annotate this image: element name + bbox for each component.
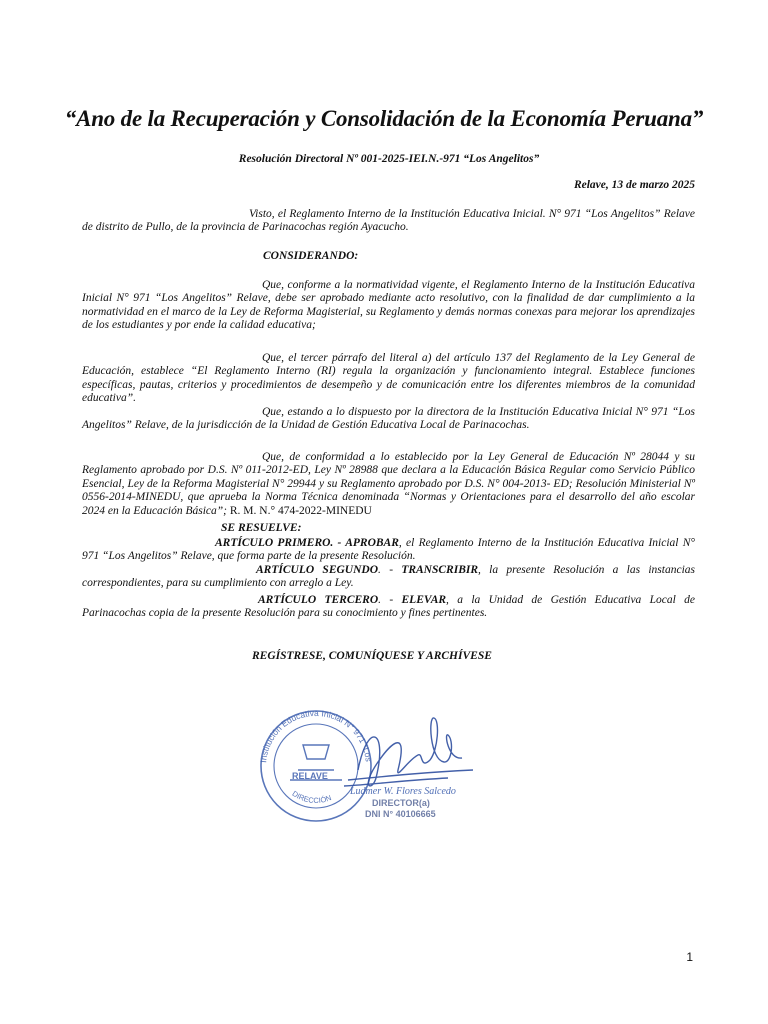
closing-formula: REGÍSTRESE, COMUNÍQUESE Y ARCHÍVESE xyxy=(252,650,492,662)
article-2-label: ARTÍCULO SEGUNDO xyxy=(256,564,379,576)
article-1: ARTÍCULO PRIMERO. - APROBAR, el Reglamento Interno de la Institución Educativa Inicial N° 971 “Los Angelitos” Relave, que forma parte de la presente Resolución. xyxy=(82,537,696,563)
seal-center-text: RELAVE xyxy=(292,771,328,781)
article-1-label: ARTÍCULO PRIMERO. - APROBAR xyxy=(215,537,399,549)
signer-name: Ludmer W. Flores Salcedo xyxy=(350,786,456,797)
page-number: 1 xyxy=(686,950,693,964)
article-2: ARTÍCULO SEGUNDO. - TRANSCRIBIR, la presente Resolución a las instancias correspondientes, para su cumplimiento con arreglo a Ley. xyxy=(82,564,695,590)
seal-ring-text: Institución Educativa Inicial N° 971 “Los xyxy=(258,707,374,764)
date: , 13 de marzo 2025 xyxy=(605,179,695,191)
considerando-paragraph-2: Que, el tercer párrafo del literal a) del artículo 137 del Reglamento de la Ley General de Educación, establece “El Reglamento Interno (RI) regula la organización y funcionamiento integral. Establece funciones específicas, pautas, criterios y procedimientos de desempeño y de comunicación entre los diferentes miembros de la comunidad educativa”. xyxy=(82,352,695,405)
place-and-date xyxy=(574,179,695,191)
visto-paragraph: Visto, el Reglamento Interno de la Institución Educativa Inicial. N° 971 “Los Angelitos” Relave de distrito de Pullo, de la provincia de Parinacochas región Ayacucho. xyxy=(82,208,695,234)
signer-title: DIRECTOR(a) xyxy=(372,798,430,808)
handwritten-signature xyxy=(344,718,473,786)
place: Relave xyxy=(573,179,606,191)
signer-dni: DNI N° 40106665 xyxy=(365,809,436,819)
seal-bottom-text: DIRECCIÓN xyxy=(290,788,333,805)
article-3-label: ARTÍCULO TERCERO xyxy=(258,594,379,606)
article-2-verb: TRANSCRIBIR xyxy=(401,564,479,576)
resolution-number: Resolución Directoral Nº 001-2025-IEI.N.-971 “Los Angelitos” xyxy=(238,153,540,165)
year-motto-title: “Ano de la Recuperación y Consolidación de la Economía Peruana” xyxy=(64,106,704,131)
considerando-paragraph-3: Que, estando a lo dispuesto por la directora de la Institución Educativa Inicial N° 971 “Los Angelitos” Relave, de la jurisdicción de la Unidad de Gestión Educativa Local de Parinacochas. xyxy=(82,406,695,432)
considerando-heading: CONSIDERANDO: xyxy=(263,250,359,262)
se-resuelve-heading: SE RESUELVE: xyxy=(221,522,302,534)
stamp-and-signature xyxy=(248,700,488,830)
signature-stamp-image xyxy=(248,700,488,830)
considerando-paragraph-4: Que, de conformidad a lo establecido por la Ley General de Educación Nº 28044 y su Reglamento aprobado por D.S. Nº 011-2012-ED, Ley Nº 28988 que declara a la Educación Básica Regular como Servicio Público Esencial, Ley de la Reforma Magisterial N° 29944 y su Reglamento aprobado por D.S. N° 004-2013- ED; Resolución Ministerial Nº 0556-2014-MINEDU, que aprueba la Norma Técnica denominada “Normas y Orientaciones para el desarrollo del año escolar 2024 en la Educación Básica”; R. M. N.° 474-2022-MINEDU xyxy=(82,451,695,517)
considerando-paragraph-1: Que, conforme a la normatividad vigente, el Reglamento Interno de la Institución Educativa Inicial N° 971 “Los Angelitos” Relave, debe ser aprobado mediante acto resolutivo, con la finalidad de dar cumplimiento a la normatividad en el marco de la Ley de Reforma Magisterial, su Reglamento y demás normas conexas para mejorar los aprendizajes de los estudiantes y por ende la calidad educativa; xyxy=(82,279,695,332)
article-3-verb: ELEVAR xyxy=(401,594,447,606)
article-3: ARTÍCULO TERCERO. - ELEVAR, a la Unidad de Gestión Educativa Local de Parinacochas copia de la presente Resolución para su conocimiento y fines pertinentes. xyxy=(82,594,695,620)
